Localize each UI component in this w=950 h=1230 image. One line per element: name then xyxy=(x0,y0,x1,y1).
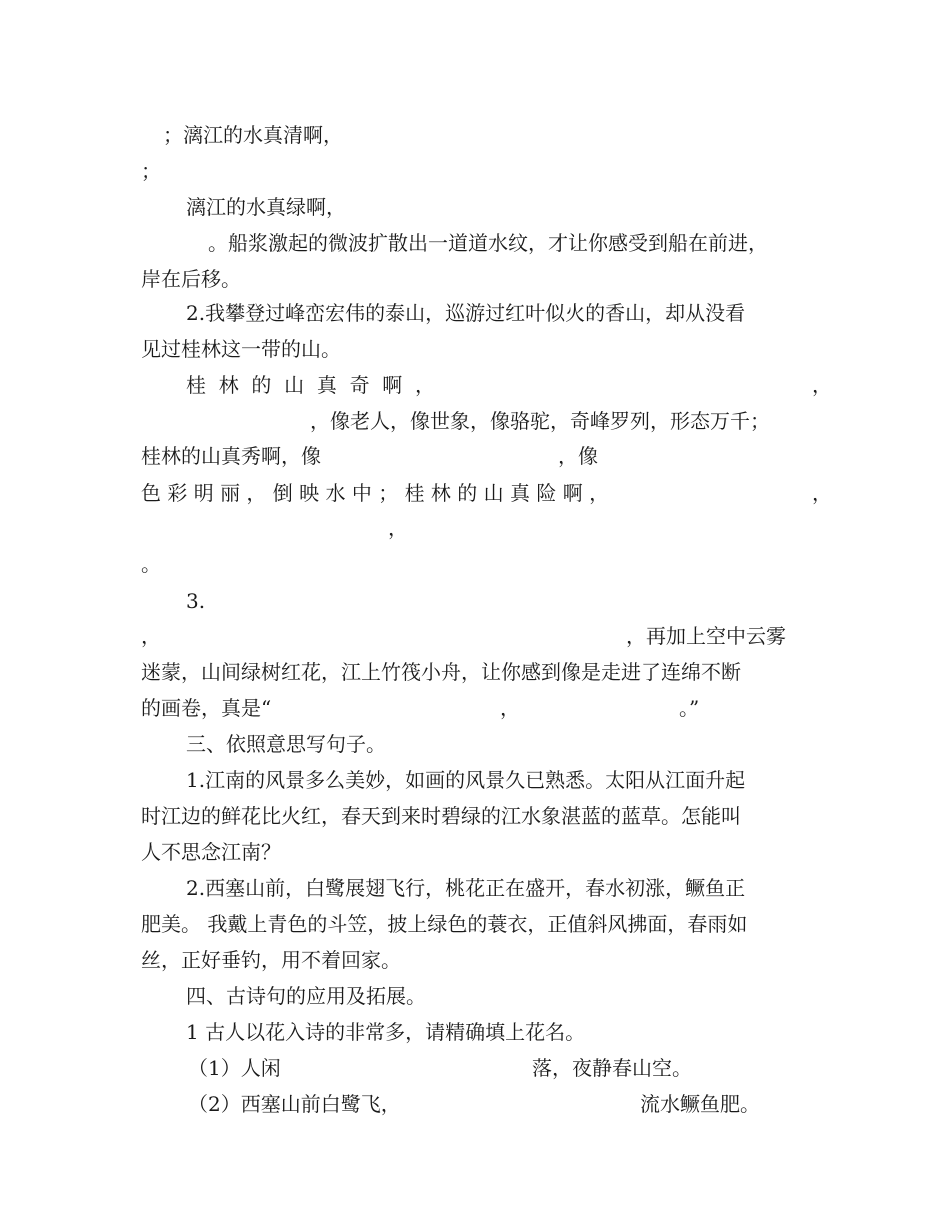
text-line: 3. xyxy=(186,589,206,613)
text-line: 1.江南的风景多么美妙，如画的风景久已熟悉。太阳从江面升起 xyxy=(186,768,746,792)
text-line: ， xyxy=(388,516,408,540)
text-line: （2）西塞山前白鹭飞， xyxy=(188,1092,401,1116)
text-line: 见过桂林这一带的山。 xyxy=(141,337,341,361)
text-line: 2.我攀登过峰峦宏伟的泰山，巡游过红叶似火的香山，却从没看 xyxy=(186,301,746,325)
section-heading: 四、古诗句的应用及拓展。 xyxy=(186,984,426,1008)
text-line: ； xyxy=(141,159,161,183)
text-line: ， xyxy=(141,624,161,648)
text-line: 流水鳜鱼肥。 xyxy=(640,1092,760,1116)
text-line: 2.西塞山前，白鹭展翅飞行，桃花正在盛开，春水初涨，鳜鱼正 xyxy=(186,876,746,900)
text-line: 桂林的山真秀啊，像 xyxy=(141,444,321,468)
text-line: 色 彩 明 丽 ， 倒 映 水 中 ； 桂 林 的 山 真 险 啊 ， xyxy=(141,481,610,505)
text-line: （1）人闲 xyxy=(188,1056,281,1080)
text-line: 时江边的鲜花比火红，春天到来时碧绿的江水象湛蓝的蓝草。怎能叫 xyxy=(141,804,741,828)
text-line: ， xyxy=(812,481,832,505)
text-line: 的画卷，真是“ xyxy=(141,696,272,720)
text-line: 。 xyxy=(141,552,161,576)
text-line: 丝，正好垂钓，用不着回家。 xyxy=(141,948,401,972)
text-line: 桂 林 的 山 真 奇 啊 ， xyxy=(186,373,436,397)
text-line: ，再加上空中云雾 xyxy=(626,624,786,648)
text-line: 肥美。 我戴上青色的斗笠，披上绿色的蓑衣，正值斜风拂面，春雨如 xyxy=(141,912,748,936)
text-line: 。船浆激起的微波扩散出一道道水纹，才让你感受到船在前进， xyxy=(208,231,768,255)
text-line: ；漓江的水真清啊， xyxy=(163,123,343,147)
text-line: 。” xyxy=(679,696,700,720)
text-line: 落，夜静春山空。 xyxy=(532,1056,692,1080)
text-line: ，像老人，像世象，像骆驼，奇峰罗列，形态万千； xyxy=(310,409,770,433)
text-line: 1 古人以花入诗的非常多，请精确填上花名。 xyxy=(186,1020,586,1044)
text-line: 迷蒙，山间绿树红花，江上竹筏小舟，让你感到像是走进了连绵不断 xyxy=(141,660,741,684)
text-line: 漓江的水真绿啊， xyxy=(186,195,346,219)
text-line: 人不思念江南？ xyxy=(141,840,281,864)
text-line: 岸在后移。 xyxy=(141,267,241,291)
section-heading: 三、依照意思写句子。 xyxy=(186,732,386,756)
text-line: ， xyxy=(500,696,520,720)
text-line: ， xyxy=(812,373,832,397)
text-line: ，像 xyxy=(558,444,598,468)
